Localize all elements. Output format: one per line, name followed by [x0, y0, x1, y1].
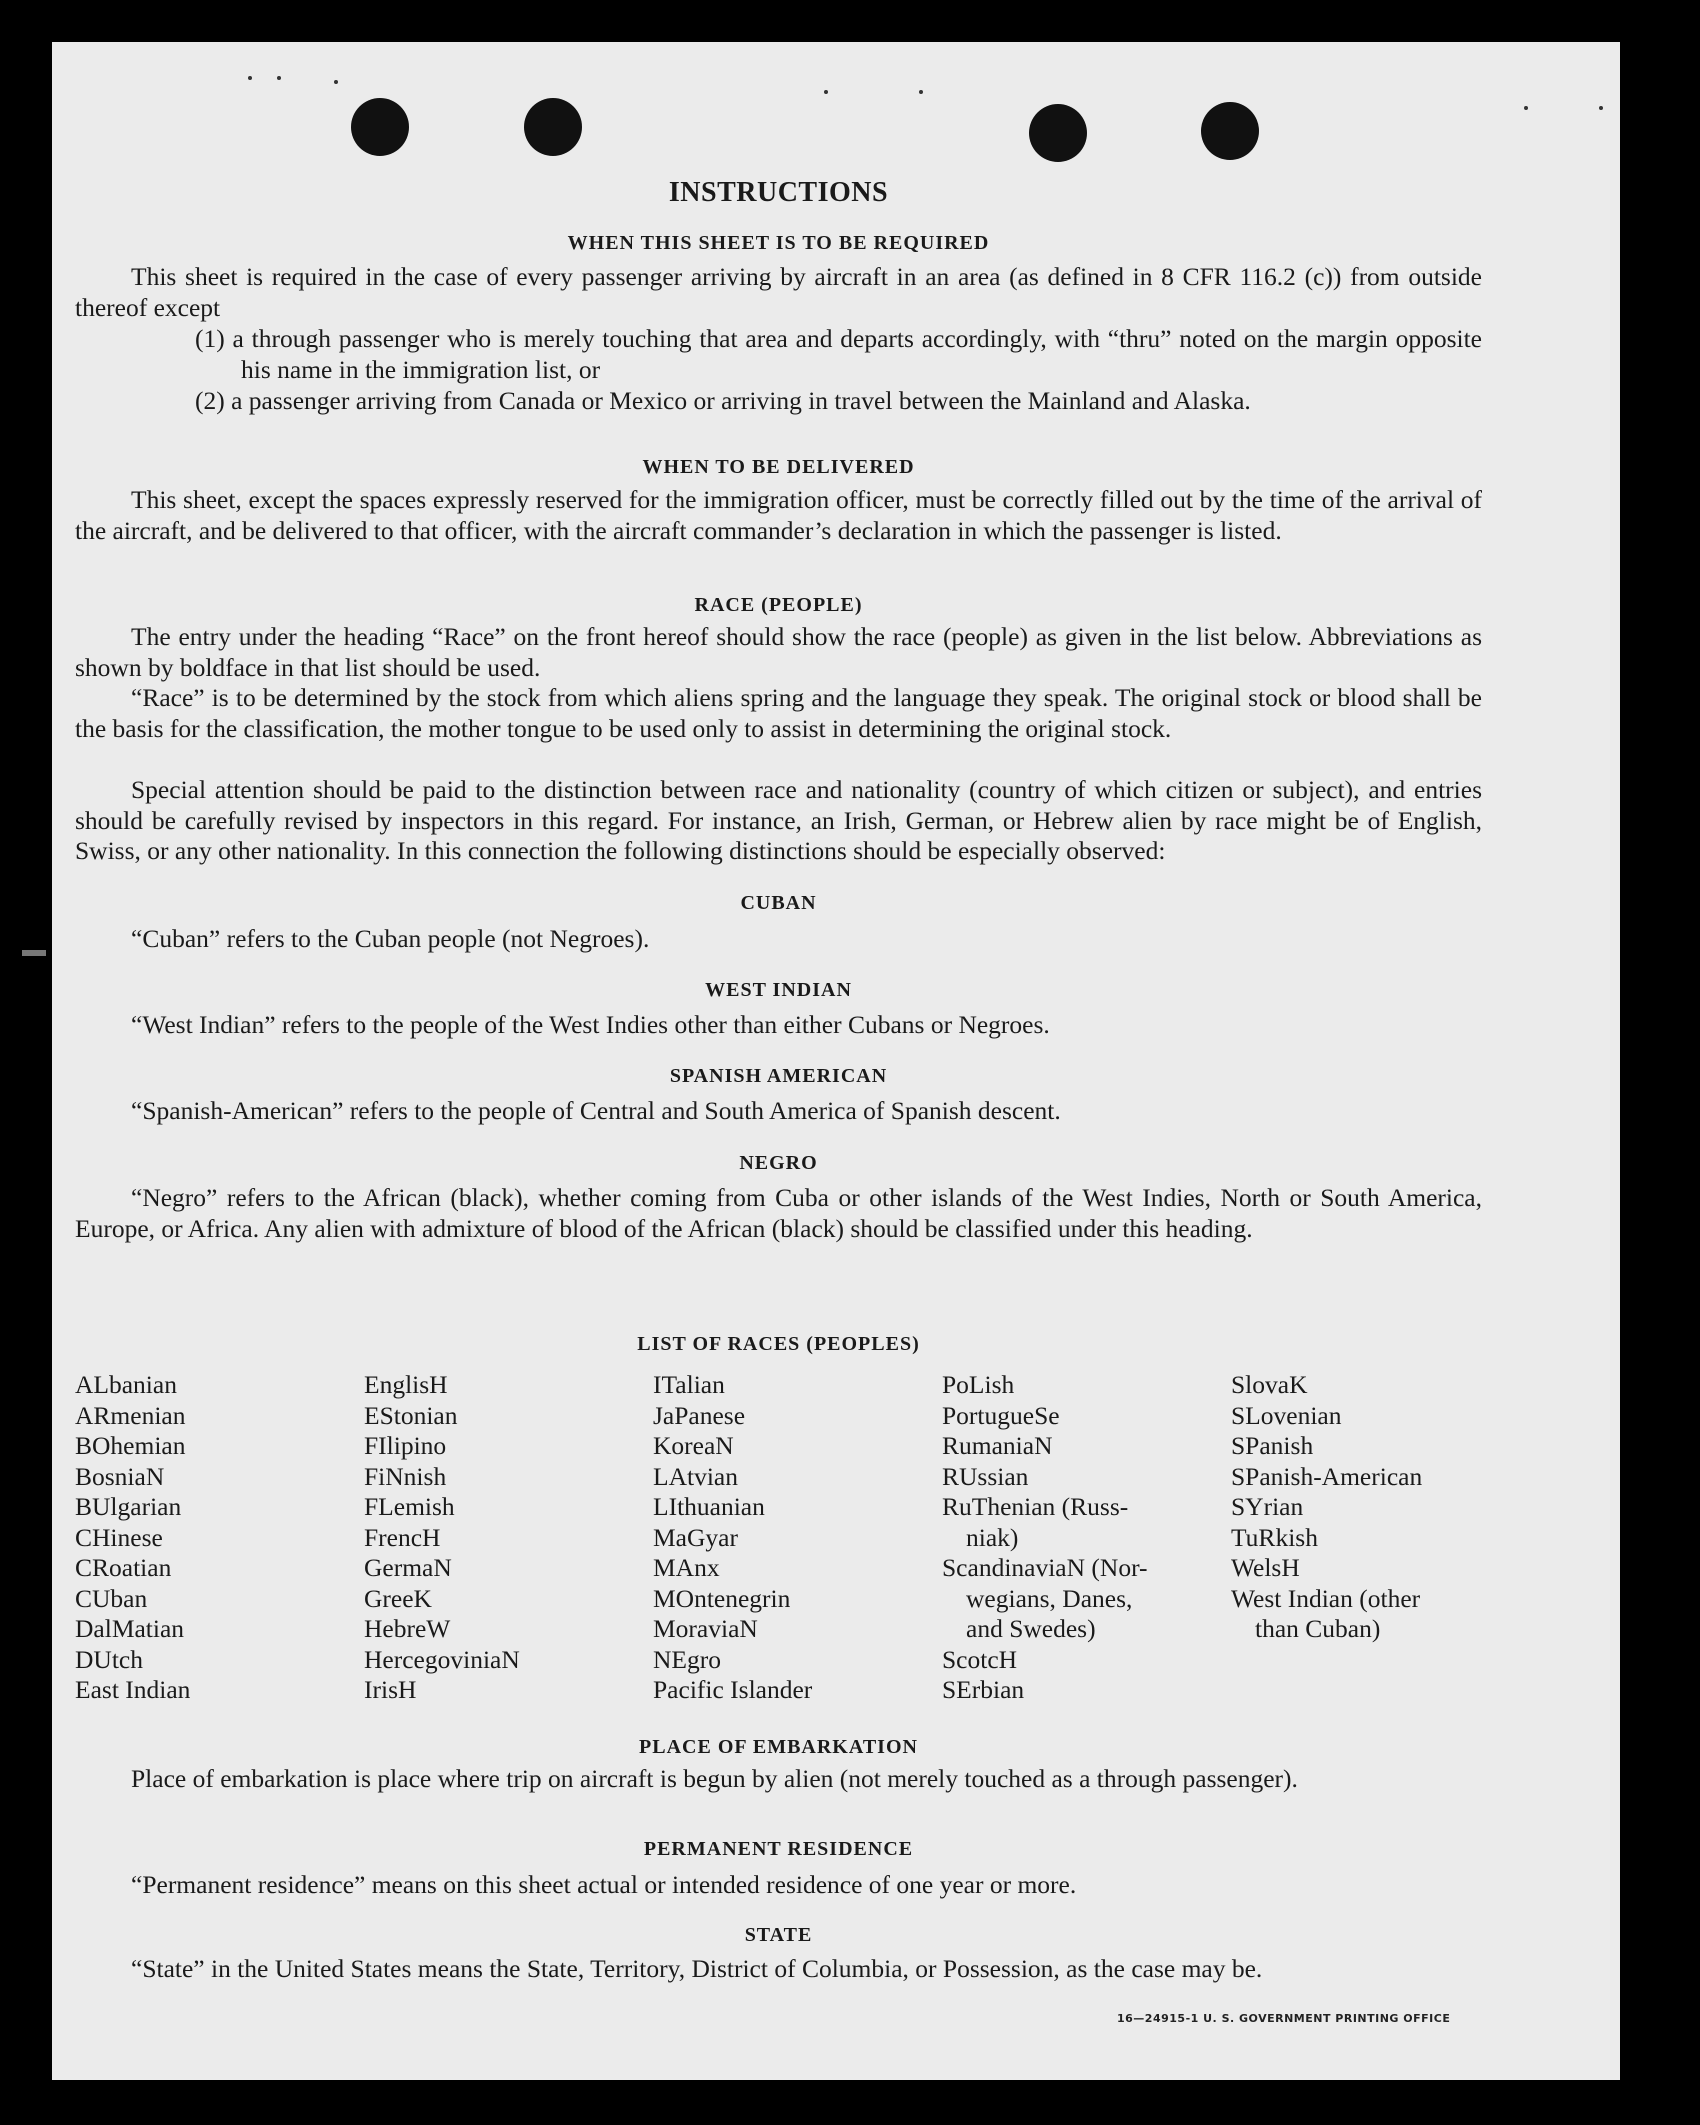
race-item: niak) [966, 1522, 1019, 1552]
paragraph: Place of embarkation is place where trip on aircraft is begun by alien (not merely touched as a through passenger). [131, 1764, 1298, 1793]
punch-hole [524, 98, 582, 156]
race-item: HebreW [364, 1614, 451, 1643]
paragraph: This sheet, except the spaces expressly reserved for the immigration officer, must be correctly filled out by the time of the arrival of the aircraft, and be delivered to that officer, with the aircraft commander’s declaration in which the passenger is listed. [75, 485, 1482, 545]
race-item: MAnx [653, 1553, 720, 1582]
race-item: ScotcH [942, 1644, 1018, 1674]
race-item: and Swedes) [966, 1614, 1096, 1643]
race-item: KoreaN [653, 1431, 734, 1460]
race-item: wegians, Danes, [966, 1583, 1133, 1613]
race-item: CUban [75, 1583, 148, 1613]
document-page [52, 42, 1620, 2080]
race-item: WelsH [1231, 1553, 1300, 1582]
paragraph: “Permanent residence” means on this sheet actual or intended residence of one year or more. [131, 1870, 1077, 1899]
paragraph: Special attention should be paid to the distinction between race and nationality (country of which citizen or subject), and entries should be carefully revised by inspectors in this regard. For instance, an Irish, German, or Hebrew alien by race might be of English, Swiss, or any other nationality. In this connection the following distinctions should be especially observed: [75, 775, 1482, 865]
race-item: ALbanian [75, 1370, 177, 1399]
punch-hole [1201, 102, 1259, 160]
page-title: INSTRUCTIONS [668, 177, 889, 208]
race-item: East Indian [75, 1675, 191, 1704]
race-item: ARmenian [75, 1400, 186, 1430]
paragraph: “Spanish-American” refers to the people of Central and South America of Spanish descent. [131, 1096, 1061, 1125]
paragraph: “State” in the United States means the State, Territory, District of Columbia, or Possession, as the case may be. [131, 1954, 1263, 1983]
race-item: CHinese [75, 1522, 163, 1552]
race-item: LAtvian [653, 1461, 738, 1491]
race-column [942, 1370, 1148, 1706]
race-item: FIlipino [364, 1431, 447, 1460]
race-item: FrencH [364, 1522, 441, 1552]
race-item: RUssian [942, 1461, 1029, 1491]
punch-hole [351, 98, 409, 156]
section-heading: LIST OF RACES (PEOPLES) [637, 1333, 920, 1355]
speck [824, 90, 828, 94]
race-item: BOhemian [75, 1431, 186, 1460]
race-item: TuRkish [1231, 1522, 1318, 1552]
section-heading: CUBAN [740, 892, 817, 914]
race-column [364, 1370, 520, 1706]
section-heading: RACE (PEOPLE) [694, 594, 863, 616]
race-item: MaGyar [653, 1522, 738, 1552]
race-item: PoLish [942, 1370, 1015, 1399]
section-heading: WHEN TO BE DELIVERED [642, 456, 915, 478]
race-item: BUlgarian [75, 1492, 182, 1521]
race-item: EnglisH [364, 1370, 448, 1399]
race-item: SlovaK [1231, 1370, 1308, 1399]
speck [1524, 106, 1528, 110]
race-item: GermaN [364, 1553, 452, 1582]
section-heading: STATE [744, 1924, 813, 1946]
race-item: than Cuban) [1255, 1614, 1381, 1643]
race-item: JaPanese [653, 1400, 746, 1430]
race-item: DUtch [75, 1644, 143, 1674]
paragraph: This sheet is required in the case of every passenger arriving by aircraft in an area (as defined in 8 CFR 116.2 (c)) from outside thereof except [75, 262, 1482, 322]
race-item: PortugueSe [942, 1400, 1060, 1430]
race-item: West Indian (other [1231, 1583, 1421, 1613]
race-item: HercegoviniaN [364, 1644, 520, 1674]
section-heading: WHEN THIS SHEET IS TO BE REQUIRED [567, 232, 990, 254]
race-item: SErbian [942, 1675, 1025, 1704]
race-item: ScandinaviaN (Nor- [942, 1553, 1148, 1582]
paragraph: “Race” is to be determined by the stock from which aliens spring and the language they speak. The original stock or blood shall be the basis for the classification, the mother tongue to be used only to assist in determining the original stock. [75, 683, 1482, 743]
race-item: RuThenian (Russ- [942, 1492, 1129, 1521]
section-heading: NEGRO [739, 1152, 818, 1174]
race-item: DalMatian [75, 1614, 185, 1643]
race-item: Pacific Islander [653, 1675, 813, 1704]
race-item: SYrian [1231, 1492, 1304, 1521]
race-item: BosniaN [75, 1461, 165, 1491]
race-item: FLemish [364, 1492, 455, 1521]
race-column [653, 1370, 812, 1706]
paragraph: “West Indian” refers to the people of the West Indies other than either Cubans or Negroes. [131, 1010, 1050, 1039]
punch-hole [1029, 104, 1087, 162]
section-heading: PERMANENT RESIDENCE [643, 1838, 914, 1860]
section-heading: SPANISH AMERICAN [669, 1065, 888, 1087]
race-item: EStonian [364, 1400, 458, 1430]
race-item: CRoatian [75, 1553, 172, 1582]
speck [1599, 106, 1603, 110]
section-heading: PLACE OF EMBARKATION [639, 1736, 918, 1758]
race-item: MoraviaN [653, 1614, 758, 1643]
race-item: MOntenegrin [653, 1583, 791, 1613]
section-heading: WEST INDIAN [705, 979, 852, 1001]
paragraph: “Negro” refers to the African (black), whether coming from Cuba or other islands of the West Indies, North or South America, Europe, or Africa. Any alien with admixture of blood of the African (black) should be classified under this heading. [75, 1183, 1482, 1243]
race-item: SLovenian [1231, 1400, 1342, 1430]
race-item: LIthuanian [653, 1492, 765, 1521]
edge-mark [22, 950, 46, 956]
race-column [1231, 1370, 1422, 1645]
paragraph: The entry under the heading “Race” on the front hereof should show the race (people) as given in the list below. Abbreviations as shown by boldface in that list should be used. [75, 622, 1482, 682]
speck [248, 76, 252, 80]
race-item: SPanish [1231, 1431, 1314, 1460]
race-item: SPanish-American [1231, 1461, 1423, 1491]
race-item: ITalian [653, 1370, 725, 1399]
race-item: GreeK [364, 1583, 432, 1613]
printer-code: 16—24915-1 U. S. GOVERNMENT PRINTING OFFICE [1117, 2012, 1451, 2025]
race-column [75, 1370, 190, 1706]
race-item: RumaniaN [942, 1431, 1053, 1460]
list-item: (1) a through passenger who is merely touching that area and departs accordingly, with “thru” noted on the margin opposite his name in the immigration list, or [195, 324, 1482, 384]
race-item: IrisH [364, 1675, 417, 1704]
speck [334, 80, 338, 84]
speck [919, 90, 923, 94]
paragraph: “Cuban” refers to the Cuban people (not Negroes). [131, 924, 650, 953]
race-item: NEgro [653, 1644, 721, 1674]
race-item: FiNnish [364, 1461, 447, 1491]
speck [277, 76, 281, 80]
list-item: (2) a passenger arriving from Canada or Mexico or arriving in travel between the Mainland and Alaska. [195, 386, 1251, 415]
